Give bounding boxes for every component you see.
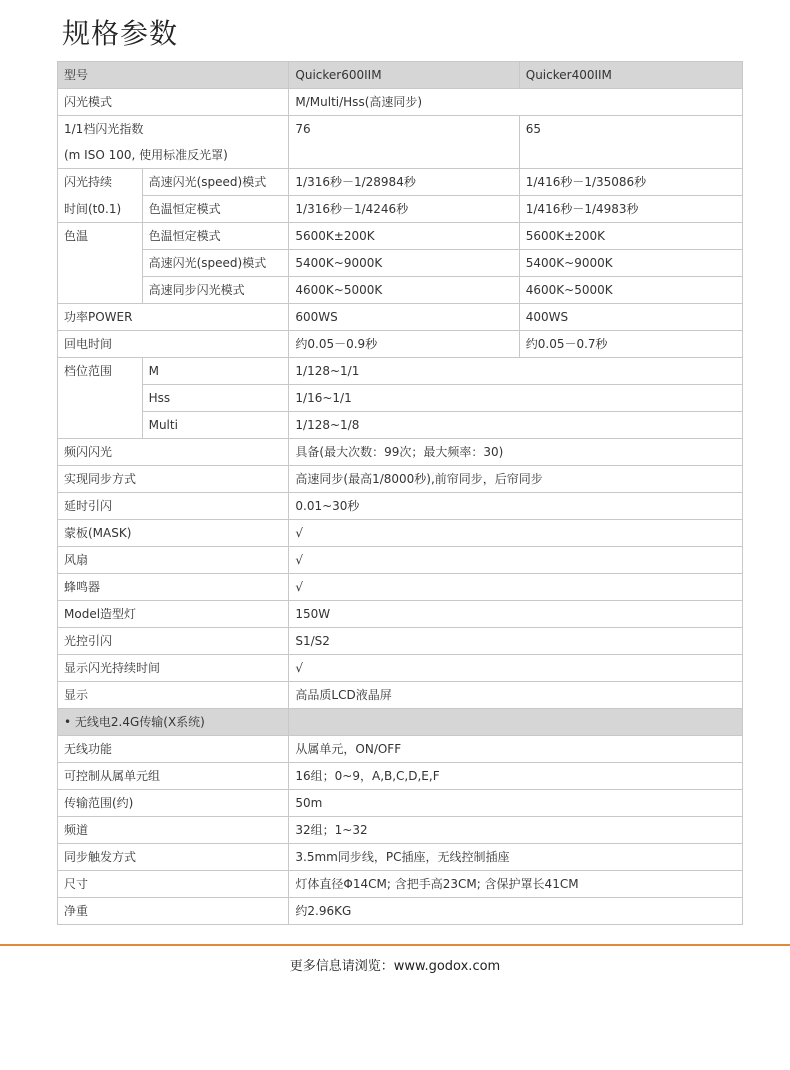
table-row xyxy=(58,277,743,304)
header-model-b: Quicker400IIM xyxy=(519,62,742,89)
row-value: 从属单元，ON/OFF xyxy=(289,736,743,763)
table-row xyxy=(58,547,743,574)
sub-label: 色温恒定模式 xyxy=(142,223,289,250)
table-row xyxy=(58,682,743,709)
row-value-b: 1/416秒－1/35086秒 xyxy=(519,169,742,196)
table-row xyxy=(58,520,743,547)
row-value-b: 1/416秒－1/4983秒 xyxy=(519,196,742,223)
footer-text: 更多信息请浏览：www.godox.com xyxy=(289,959,501,974)
row-value: 1/128~1/8 xyxy=(289,412,743,439)
row-value-a: 1/316秒－1/4246秒 xyxy=(289,196,519,223)
sub-label: 高速同步闪光模式 xyxy=(142,277,289,304)
row-label: 显示闪光持续时间 xyxy=(58,655,289,682)
check-mark: √ xyxy=(289,547,743,574)
row-value: 灯体直径Φ14CM; 含把手高23CM; 含保护罩长41CM xyxy=(289,871,743,898)
row-label-line: 1/1档闪光指数 xyxy=(64,122,144,136)
row-value: 高速同步(最高1/8000秒),前帘同步，后帘同步 xyxy=(289,466,743,493)
row-value-a: 5400K~9000K xyxy=(289,250,519,277)
row-value: 1/16~1/1 xyxy=(289,385,743,412)
group-label: 档位范围 xyxy=(58,358,143,439)
table-row xyxy=(58,628,743,655)
row-value-a: 600WS xyxy=(289,304,519,331)
row-value: 具备(最大次数：99次；最大频率：30) xyxy=(289,439,743,466)
sub-label: 高速闪光(speed)模式 xyxy=(142,169,289,196)
row-label: 可控制从属单元组 xyxy=(58,763,289,790)
table-row xyxy=(58,385,743,412)
page-title: 规格参数 xyxy=(62,17,179,50)
table-row xyxy=(58,898,743,925)
group-label-line: 时间(t0.1) xyxy=(58,196,143,223)
check-mark: √ xyxy=(289,574,743,601)
row-value: 16组；0~9，A,B,C,D,E,F xyxy=(289,763,743,790)
row-value-a: 约0.05－0.9秒 xyxy=(289,331,519,358)
row-label: 蒙板(MASK) xyxy=(58,520,289,547)
row-value-a: 76 xyxy=(289,116,519,169)
section-header-row xyxy=(58,709,743,736)
table-row xyxy=(58,736,743,763)
row-label: 延时引闪 xyxy=(58,493,289,520)
table-row xyxy=(58,331,743,358)
table-row xyxy=(58,574,743,601)
row-value-b: 400WS xyxy=(519,304,742,331)
table-row xyxy=(58,304,743,331)
sub-label: 高速闪光(speed)模式 xyxy=(142,250,289,277)
table-row xyxy=(58,817,743,844)
row-value-b: 5600K±200K xyxy=(519,223,742,250)
table-row xyxy=(58,439,743,466)
table-row xyxy=(58,601,743,628)
check-mark: √ xyxy=(289,655,743,682)
row-label: 尺寸 xyxy=(58,871,289,898)
row-value: 约2.96KG xyxy=(289,898,743,925)
row-value: 150W xyxy=(289,601,743,628)
table-row xyxy=(58,790,743,817)
header-model-a: Quicker600IIM xyxy=(289,62,519,89)
row-value: 50m xyxy=(289,790,743,817)
table-row xyxy=(58,196,743,223)
sub-label: 色温恒定模式 xyxy=(142,196,289,223)
sub-label: Multi xyxy=(142,412,289,439)
table-row xyxy=(58,763,743,790)
row-value: 3.5mm同步线，PC插座，无线控制插座 xyxy=(289,844,743,871)
table-row xyxy=(58,169,743,196)
row-label: 频闪闪光 xyxy=(58,439,289,466)
row-label xyxy=(58,116,289,169)
table-row xyxy=(58,844,743,871)
row-label: 风扇 xyxy=(58,547,289,574)
table-row xyxy=(58,116,743,169)
row-value-b: 4600K~5000K xyxy=(519,277,742,304)
row-label: 功率POWER xyxy=(58,304,289,331)
footer-divider xyxy=(0,944,790,946)
row-label: 闪光模式 xyxy=(58,89,289,116)
row-label: 无线功能 xyxy=(58,736,289,763)
table-row xyxy=(58,358,743,385)
check-mark: √ xyxy=(289,520,743,547)
row-label: 回电时间 xyxy=(58,331,289,358)
row-label: 光控引闪 xyxy=(58,628,289,655)
table-row xyxy=(58,466,743,493)
row-value-b: 约0.05－0.7秒 xyxy=(519,331,742,358)
row-label: 同步触发方式 xyxy=(58,844,289,871)
row-label: 频道 xyxy=(58,817,289,844)
table-row xyxy=(58,223,743,250)
group-label: 色温 xyxy=(58,223,143,304)
row-value: S1/S2 xyxy=(289,628,743,655)
row-label: 传输范围(约) xyxy=(58,790,289,817)
table-header-row xyxy=(58,62,743,89)
section-title: • 无线电2.4G传输(X系统) xyxy=(58,709,289,736)
row-label: 实现同步方式 xyxy=(58,466,289,493)
row-value: M/Multi/Hss(高速同步) xyxy=(289,89,743,116)
row-label: 净重 xyxy=(58,898,289,925)
row-value-b: 65 xyxy=(519,116,742,169)
row-value-b: 5400K~9000K xyxy=(519,250,742,277)
row-label: 蜂鸣器 xyxy=(58,574,289,601)
row-value: 0.01~30秒 xyxy=(289,493,743,520)
row-value-a: 4600K~5000K xyxy=(289,277,519,304)
header-label: 型号 xyxy=(58,62,289,89)
group-label-line: 闪光持续 xyxy=(58,169,143,196)
table-row xyxy=(58,250,743,277)
row-value: 高品质LCD液晶屏 xyxy=(289,682,743,709)
spec-table xyxy=(57,61,743,925)
row-label-line: (m ISO 100, 使用标准反光罩) xyxy=(64,148,228,162)
table-row xyxy=(58,871,743,898)
section-blank xyxy=(289,709,743,736)
row-value: 1/128~1/1 xyxy=(289,358,743,385)
table-row xyxy=(58,493,743,520)
table-row xyxy=(58,412,743,439)
row-label: 显示 xyxy=(58,682,289,709)
sub-label: M xyxy=(142,358,289,385)
table-row xyxy=(58,89,743,116)
row-value-a: 1/316秒－1/28984秒 xyxy=(289,169,519,196)
row-label: Model造型灯 xyxy=(58,601,289,628)
table-row xyxy=(58,655,743,682)
row-value: 32组；1~32 xyxy=(289,817,743,844)
sub-label: Hss xyxy=(142,385,289,412)
row-value-a: 5600K±200K xyxy=(289,223,519,250)
